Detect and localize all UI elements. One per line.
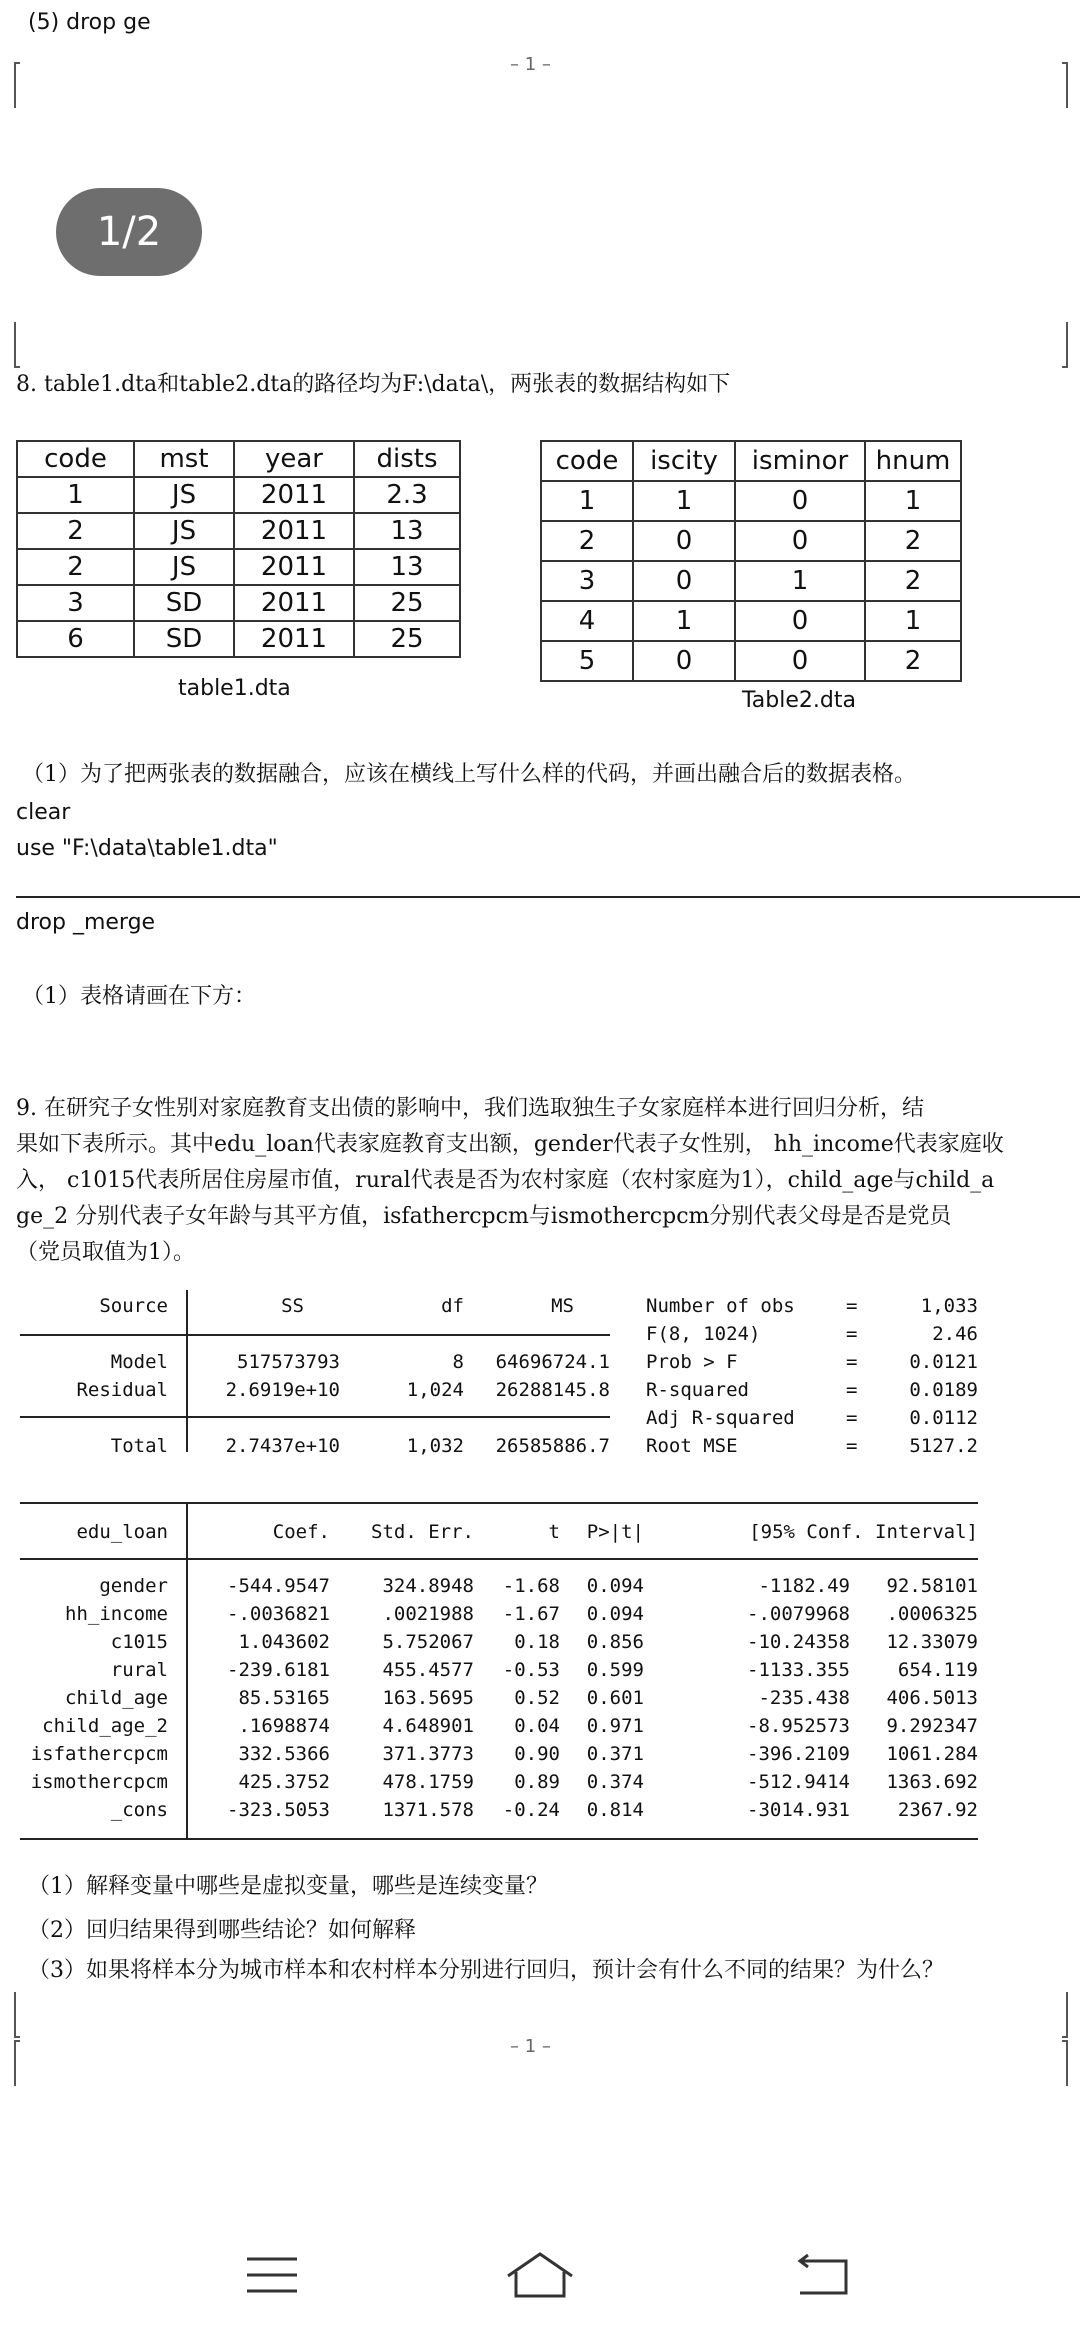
coef-value: 1.043602 — [238, 1631, 330, 1653]
coef-value: 332.5366 — [238, 1743, 330, 1765]
fit-label: R-squared — [646, 1379, 749, 1401]
table1-caption: table1.dta — [178, 676, 291, 701]
anova-ms: 26288145.8 — [495, 1379, 610, 1401]
anova-df: 1,024 — [406, 1379, 464, 1401]
q9-text-line: 果如下表所示。其中edu_loan代表家庭教育支出额，gender代表子女性别， hh_income代表家庭收 — [16, 1132, 1004, 1157]
page-number-top: – 1 – — [510, 54, 551, 75]
coef-header: [95% Conf. Interval] — [749, 1521, 978, 1543]
coef-t: -0.24 — [502, 1799, 560, 1821]
anova-header: MS — [551, 1295, 574, 1317]
table-cell: JS — [134, 513, 234, 549]
table-cell: 2.3 — [354, 477, 460, 513]
coef-header: edu_loan — [76, 1521, 168, 1543]
table-cell: 1 — [633, 481, 735, 521]
coef-var: hh_income — [65, 1603, 168, 1625]
coef-stderr: 455.4577 — [382, 1659, 474, 1681]
anova-ms: 64696724.1 — [495, 1351, 610, 1373]
anova-df: 8 — [452, 1351, 464, 1373]
table-cell: 0 — [633, 641, 735, 681]
table-header-row — [17, 441, 460, 477]
table-cell: 6 — [17, 621, 134, 657]
table1 — [16, 440, 461, 658]
answer-blank-line — [16, 896, 1080, 898]
coef-ci-high: 406.5013 — [886, 1687, 978, 1709]
coef-ci-high: 1363.692 — [886, 1771, 978, 1793]
table-cell: 4 — [541, 601, 633, 641]
coef-t: 0.52 — [514, 1687, 560, 1709]
table-cell: SD — [134, 621, 234, 657]
anova-header: SS — [281, 1295, 304, 1317]
table2-caption: Table2.dta — [742, 688, 856, 713]
anova-ss: 2.7437e+10 — [225, 1435, 340, 1457]
q9-text-line: ge_2 分别代表子女年龄与其平方值，isfathercpcm与ismothercpcm分别代表父母是否是党员 — [16, 1204, 952, 1229]
table-row — [17, 477, 460, 513]
anova-source: Residual — [76, 1379, 168, 1401]
table-header-cell: dists — [354, 441, 460, 477]
fit-value: 5127.2 — [909, 1435, 978, 1457]
table-divider — [186, 1502, 188, 1840]
back-icon — [794, 2253, 854, 2297]
table-divider — [186, 1290, 188, 1452]
anova-source: Model — [110, 1351, 168, 1373]
table-cell: 1 — [17, 477, 134, 513]
coef-ci-low: -512.9414 — [747, 1771, 850, 1793]
fit-eq: = — [846, 1435, 858, 1457]
table-cell: SD — [134, 585, 234, 621]
coef-t: -1.67 — [502, 1603, 560, 1625]
table-cell: 1 — [633, 601, 735, 641]
table-row — [17, 621, 460, 657]
table-rule — [20, 1838, 978, 1840]
table-cell: 0 — [735, 481, 865, 521]
corner-mark — [1062, 322, 1068, 368]
coef-var: gender — [99, 1575, 168, 1597]
q9-question: （1）解释变量中哪些是虚拟变量，哪些是连续变量？ — [28, 1874, 548, 1899]
table-header-cell: isminor — [735, 441, 865, 481]
coef-stderr: .0021988 — [382, 1603, 474, 1625]
coef-ci-low: -.0079968 — [747, 1603, 850, 1625]
table-cell: 0 — [633, 561, 735, 601]
coef-ci-low: -1182.49 — [758, 1575, 850, 1597]
coef-t: -0.53 — [502, 1659, 560, 1681]
anova-ms: 26585886.7 — [495, 1435, 610, 1457]
coef-value: 85.53165 — [238, 1687, 330, 1709]
table-cell: 2 — [541, 521, 633, 561]
coef-p: 0.601 — [586, 1687, 644, 1709]
coef-header: t — [548, 1521, 560, 1543]
coef-ci-low: -1133.355 — [747, 1659, 850, 1681]
anova-source: Total — [110, 1435, 168, 1457]
table-cell: JS — [134, 549, 234, 585]
coef-ci-high: 654.119 — [897, 1659, 978, 1681]
table-cell: 13 — [354, 513, 460, 549]
coef-ci-low: -8.952573 — [747, 1715, 850, 1737]
coef-value: -.0036821 — [227, 1603, 330, 1625]
table-cell: 3 — [17, 585, 134, 621]
coef-value: -544.9547 — [227, 1575, 330, 1597]
table-cell: 25 — [354, 585, 460, 621]
table-cell: 3 — [541, 561, 633, 601]
table-cell: 0 — [633, 521, 735, 561]
menu-icon — [245, 2255, 299, 2295]
table-cell: 25 — [354, 621, 460, 657]
code-line: drop _merge — [16, 910, 156, 935]
table-cell: 1 — [865, 481, 961, 521]
coef-ci-low: -396.2109 — [747, 1743, 850, 1765]
fit-label: Root MSE — [646, 1435, 738, 1457]
top-line: (5) drop ge — [28, 10, 151, 35]
fit-eq: = — [846, 1323, 858, 1345]
table-cell: 2 — [17, 513, 134, 549]
coef-header: P>|t| — [586, 1521, 644, 1543]
coef-ci-high: 2367.92 — [897, 1799, 978, 1821]
table-cell: 0 — [735, 521, 865, 561]
coef-stderr: 478.1759 — [382, 1771, 474, 1793]
table-row — [541, 601, 961, 641]
coef-value: 425.3752 — [238, 1771, 330, 1793]
anova-df: 1,032 — [406, 1435, 464, 1457]
coef-stderr: 371.3773 — [382, 1743, 474, 1765]
coef-var: child_age — [65, 1687, 168, 1709]
page-indicator-badge: 1/2 — [56, 188, 202, 276]
table-row — [17, 513, 460, 549]
q8-sub1: （1）为了把两张表的数据融合，应该在横线上写什么样的代码，并画出融合后的数据表格。 — [22, 762, 917, 787]
coef-header: Std. Err. — [371, 1521, 474, 1543]
corner-mark — [1062, 62, 1068, 108]
coef-ci-low: -10.24358 — [747, 1631, 850, 1653]
table-cell: 2011 — [234, 585, 354, 621]
corner-mark — [14, 2040, 20, 2086]
table-header-cell: hnum — [865, 441, 961, 481]
anova-header: Source — [99, 1295, 168, 1317]
coef-value: -239.6181 — [227, 1659, 330, 1681]
corner-mark — [1062, 1992, 1068, 2038]
coef-stderr: 324.8948 — [382, 1575, 474, 1597]
fit-value: 0.0121 — [909, 1351, 978, 1373]
q9-text-line: 入， c1015代表所居住房屋市值，rural代表是否为农村家庭（农村家庭为1），child_age与child_a — [16, 1168, 995, 1193]
fit-label: Adj R-squared — [646, 1407, 795, 1429]
table-cell: 0 — [735, 641, 865, 681]
fit-value: 0.0112 — [909, 1407, 978, 1429]
coef-var: c1015 — [110, 1631, 168, 1653]
table-header-cell: code — [17, 441, 134, 477]
coef-header: Coef. — [272, 1521, 330, 1543]
table-cell: 2 — [865, 521, 961, 561]
coef-ci-low: -3014.931 — [747, 1799, 850, 1821]
anova-ss: 2.6919e+10 — [225, 1379, 340, 1401]
corner-mark — [14, 62, 20, 108]
coef-t: 0.90 — [514, 1743, 560, 1765]
fit-eq: = — [846, 1351, 858, 1373]
home-button[interactable] — [500, 2240, 580, 2310]
code-line: use "F:\data\table1.dta" — [16, 836, 278, 861]
coef-ci-high: 9.292347 — [886, 1715, 978, 1737]
coef-var: rural — [110, 1659, 168, 1681]
table-cell: 2011 — [234, 621, 354, 657]
menu-button[interactable] — [232, 2240, 312, 2310]
table-cell: 2011 — [234, 549, 354, 585]
code-line: clear — [16, 800, 71, 825]
home-icon — [504, 2250, 576, 2300]
fit-label: Prob > F — [646, 1351, 738, 1373]
back-button[interactable] — [784, 2240, 864, 2310]
table-header-cell: mst — [134, 441, 234, 477]
coef-stderr: 5.752067 — [382, 1631, 474, 1653]
table-rule — [20, 1416, 610, 1418]
table-row — [541, 481, 961, 521]
table-row — [541, 561, 961, 601]
table-cell: 5 — [541, 641, 633, 681]
table-row — [17, 549, 460, 585]
coef-value: .1698874 — [238, 1715, 330, 1737]
coef-t: 0.04 — [514, 1715, 560, 1737]
coef-stderr: 1371.578 — [382, 1799, 474, 1821]
table-cell: 0 — [735, 601, 865, 641]
q9-question: （3）如果将样本分为城市样本和农村样本分别进行回归，预计会有什么不同的结果？为什么？ — [28, 1958, 945, 1983]
coef-p: 0.599 — [586, 1659, 644, 1681]
coef-t: -1.68 — [502, 1575, 560, 1597]
table-rule — [20, 1502, 978, 1504]
fit-value: 0.0189 — [909, 1379, 978, 1401]
coef-p: 0.094 — [586, 1575, 644, 1597]
q9-question: （2）回归结果得到哪些结论？如何解释 — [28, 1918, 416, 1943]
table-cell: 2011 — [234, 513, 354, 549]
table-rule — [20, 1334, 610, 1336]
corner-mark — [1062, 2040, 1068, 2086]
table-row — [541, 521, 961, 561]
coef-var: isfathercpcm — [30, 1743, 168, 1765]
coef-p: 0.856 — [586, 1631, 644, 1653]
q9-text-line: 9. 在研究子女性别对家庭教育支出债的影响中，我们选取独生子女家庭样本进行回归分析，结 — [16, 1096, 924, 1121]
corner-mark — [14, 1992, 20, 2038]
coef-ci-high: 12.33079 — [886, 1631, 978, 1653]
coef-ci-high: 1061.284 — [886, 1743, 978, 1765]
table-header-cell: iscity — [633, 441, 735, 481]
table-header-cell: code — [541, 441, 633, 481]
fit-label: F(8, 1024) — [646, 1323, 761, 1345]
coef-t: 0.89 — [514, 1771, 560, 1793]
table-cell: 13 — [354, 549, 460, 585]
coef-p: 0.371 — [586, 1743, 644, 1765]
coef-t: 0.18 — [514, 1631, 560, 1653]
table-cell: 1 — [865, 601, 961, 641]
coef-p: 0.814 — [586, 1799, 644, 1821]
anova-ss: 517573793 — [237, 1351, 340, 1373]
table-cell: 2 — [17, 549, 134, 585]
coef-p: 0.971 — [586, 1715, 644, 1737]
fit-eq: = — [846, 1407, 858, 1429]
coef-p: 0.094 — [586, 1603, 644, 1625]
table-cell: 2 — [865, 641, 961, 681]
coef-value: -323.5053 — [227, 1799, 330, 1821]
fit-eq: = — [846, 1295, 858, 1317]
table-header-row — [541, 441, 961, 481]
q9-text-line: （党员取值为1）。 — [16, 1240, 195, 1265]
corner-mark — [14, 322, 20, 368]
page-number-bottom: – 1 – — [510, 2036, 551, 2057]
coef-ci-high: 92.58101 — [886, 1575, 978, 1597]
fit-eq: = — [846, 1379, 858, 1401]
table-rule — [20, 1558, 978, 1560]
coef-ci-high: .0006325 — [886, 1603, 978, 1625]
fit-label: Number of obs — [646, 1295, 795, 1317]
coef-var: _cons — [110, 1799, 168, 1821]
table-cell: 1 — [735, 561, 865, 601]
table-row — [541, 641, 961, 681]
table-cell: 1 — [541, 481, 633, 521]
table-cell: 2 — [865, 561, 961, 601]
fit-value: 1,033 — [920, 1295, 978, 1317]
table2 — [540, 440, 962, 682]
table-cell: JS — [134, 477, 234, 513]
q8-sub2: （1）表格请画在下方： — [22, 984, 256, 1009]
coef-p: 0.374 — [586, 1771, 644, 1793]
anova-header: df — [441, 1295, 464, 1317]
coef-ci-low: -235.438 — [758, 1687, 850, 1709]
table-cell: 2011 — [234, 477, 354, 513]
table-header-cell: year — [234, 441, 354, 477]
coef-stderr: 163.5695 — [382, 1687, 474, 1709]
coef-var: child_age_2 — [42, 1715, 168, 1737]
coef-var: ismothercpcm — [30, 1771, 168, 1793]
coef-stderr: 4.648901 — [382, 1715, 474, 1737]
q8-intro: 8. table1.dta和table2.dta的路径均为F:\data\，两张表的数据结构如下 — [16, 372, 731, 397]
table-row — [17, 585, 460, 621]
fit-value: 2.46 — [932, 1323, 978, 1345]
